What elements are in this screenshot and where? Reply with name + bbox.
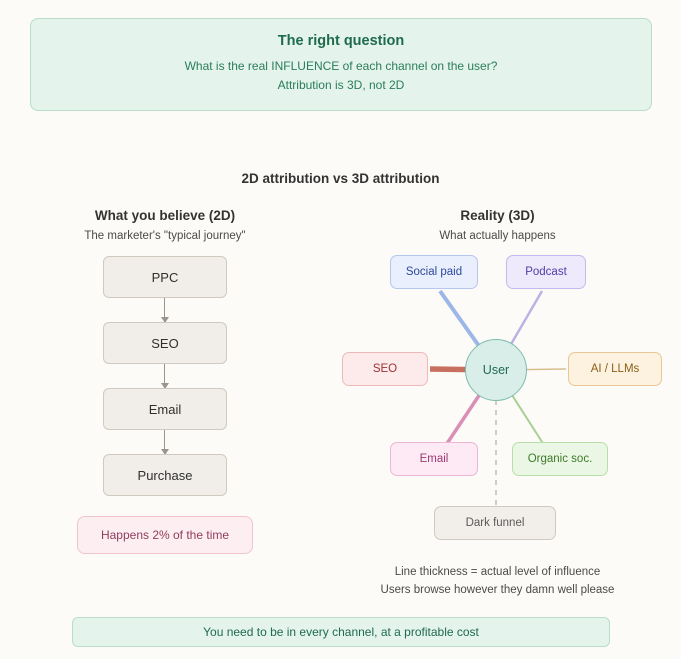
left-subheading-text: The marketer's "typical journey" — [84, 230, 246, 242]
callout-line-1: What is the real INFLUENCE of each channel on the user? — [184, 59, 498, 73]
flow-arrow-down-icon — [164, 430, 165, 454]
network-legend — [360, 563, 635, 600]
bottom-banner: You need to be in every channel, at a profitable cost — [72, 617, 610, 647]
flow-arrow-down-icon — [164, 364, 165, 388]
right-subheading-text: What actually happens — [439, 230, 556, 242]
node-social-paid: Social paid — [390, 255, 478, 289]
right-question-callout — [30, 18, 652, 111]
left-heading-text: What you believe (2D) — [94, 208, 236, 223]
flow-step-purchase: Purchase — [103, 454, 227, 496]
node-ai-llms: AI / LLMs — [568, 352, 662, 386]
legend-line-1: Line thickness = actual level of influence — [394, 566, 601, 578]
left-stat-pill: Happens 2% of the time — [77, 516, 253, 554]
influence-network-diagram — [330, 245, 675, 550]
legend-line-2: Users browse however they damn well please — [380, 584, 615, 597]
node-podcast: Podcast — [506, 255, 586, 289]
flow-step-ppc: PPC — [103, 256, 227, 298]
node-email: Email — [390, 442, 478, 476]
left-column-heading — [20, 208, 310, 242]
node-user-center: User — [465, 339, 527, 401]
node-dark-funnel: Dark funnel — [434, 506, 556, 540]
flow-step-seo: SEO — [103, 322, 227, 364]
node-organic-social: Organic soc. — [512, 442, 608, 476]
flow-arrow-down-icon — [164, 298, 165, 322]
right-heading-text: Reality (3D) — [460, 208, 535, 223]
callout-title: The right question — [277, 33, 405, 49]
flow-step-email: Email — [103, 388, 227, 430]
node-seo: SEO — [342, 352, 428, 386]
right-column-heading — [360, 208, 635, 242]
callout-line-2: Attribution is 3D, not 2D — [277, 77, 405, 92]
section-title: 2D attribution vs 3D attribution — [241, 171, 440, 186]
